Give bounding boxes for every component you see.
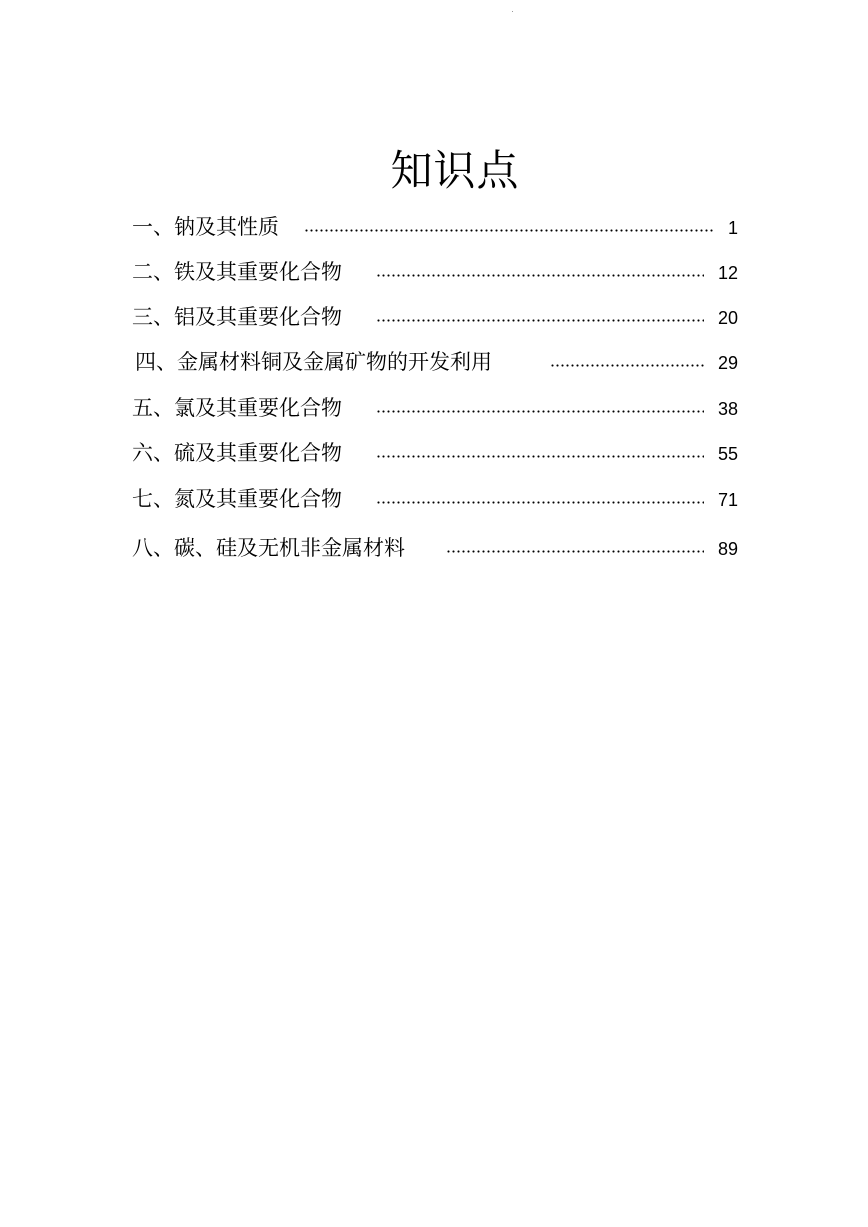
page-title: 知识点 (390, 146, 520, 195)
toc-entry[interactable] (132, 484, 738, 514)
toc-leader-dots (376, 455, 704, 458)
toc-entry-label: 三、铝及其重要化合物 (132, 305, 342, 329)
toc-leader-dots (376, 319, 704, 322)
toc-entry-page: 38 (717, 399, 738, 419)
toc-leader-dots (550, 364, 704, 367)
toc-entry-page: 55 (717, 444, 738, 464)
toc-entry-page: 29 (717, 353, 738, 373)
toc-entry-page: 1 (727, 218, 738, 238)
toc-entry[interactable] (132, 393, 738, 423)
toc-entry-label: 七、氮及其重要化合物 (132, 487, 342, 511)
toc-entry[interactable] (132, 257, 738, 287)
toc-entry-page: 20 (717, 308, 738, 328)
toc-entry[interactable] (132, 533, 738, 563)
toc-entry[interactable] (132, 212, 738, 242)
toc-leader-dots (304, 229, 714, 232)
toc-entry-label: 一、钠及其性质 (132, 215, 279, 239)
toc-entry-label: 五、氯及其重要化合物 (132, 396, 342, 420)
toc-leader-dots (376, 274, 704, 277)
toc-entry-label: 八、碳、硅及无机非金属材料 (132, 536, 405, 560)
toc-entry[interactable] (132, 438, 738, 468)
toc-entry-page: 89 (717, 539, 738, 559)
toc-entry-label: 六、硫及其重要化合物 (132, 441, 342, 465)
toc-entry-label: 四、金属材料铜及金属矿物的开发利用 (135, 350, 492, 374)
toc-leader-dots (376, 410, 704, 413)
toc-entry-label: 二、铁及其重要化合物 (132, 260, 342, 284)
toc-entry[interactable] (132, 302, 738, 332)
toc-leader-dots (376, 501, 704, 504)
toc-entry[interactable] (132, 347, 738, 377)
toc-leader-dots (446, 550, 704, 553)
toc-entry-page: 12 (717, 263, 738, 283)
toc-entry-page: 71 (717, 490, 738, 510)
